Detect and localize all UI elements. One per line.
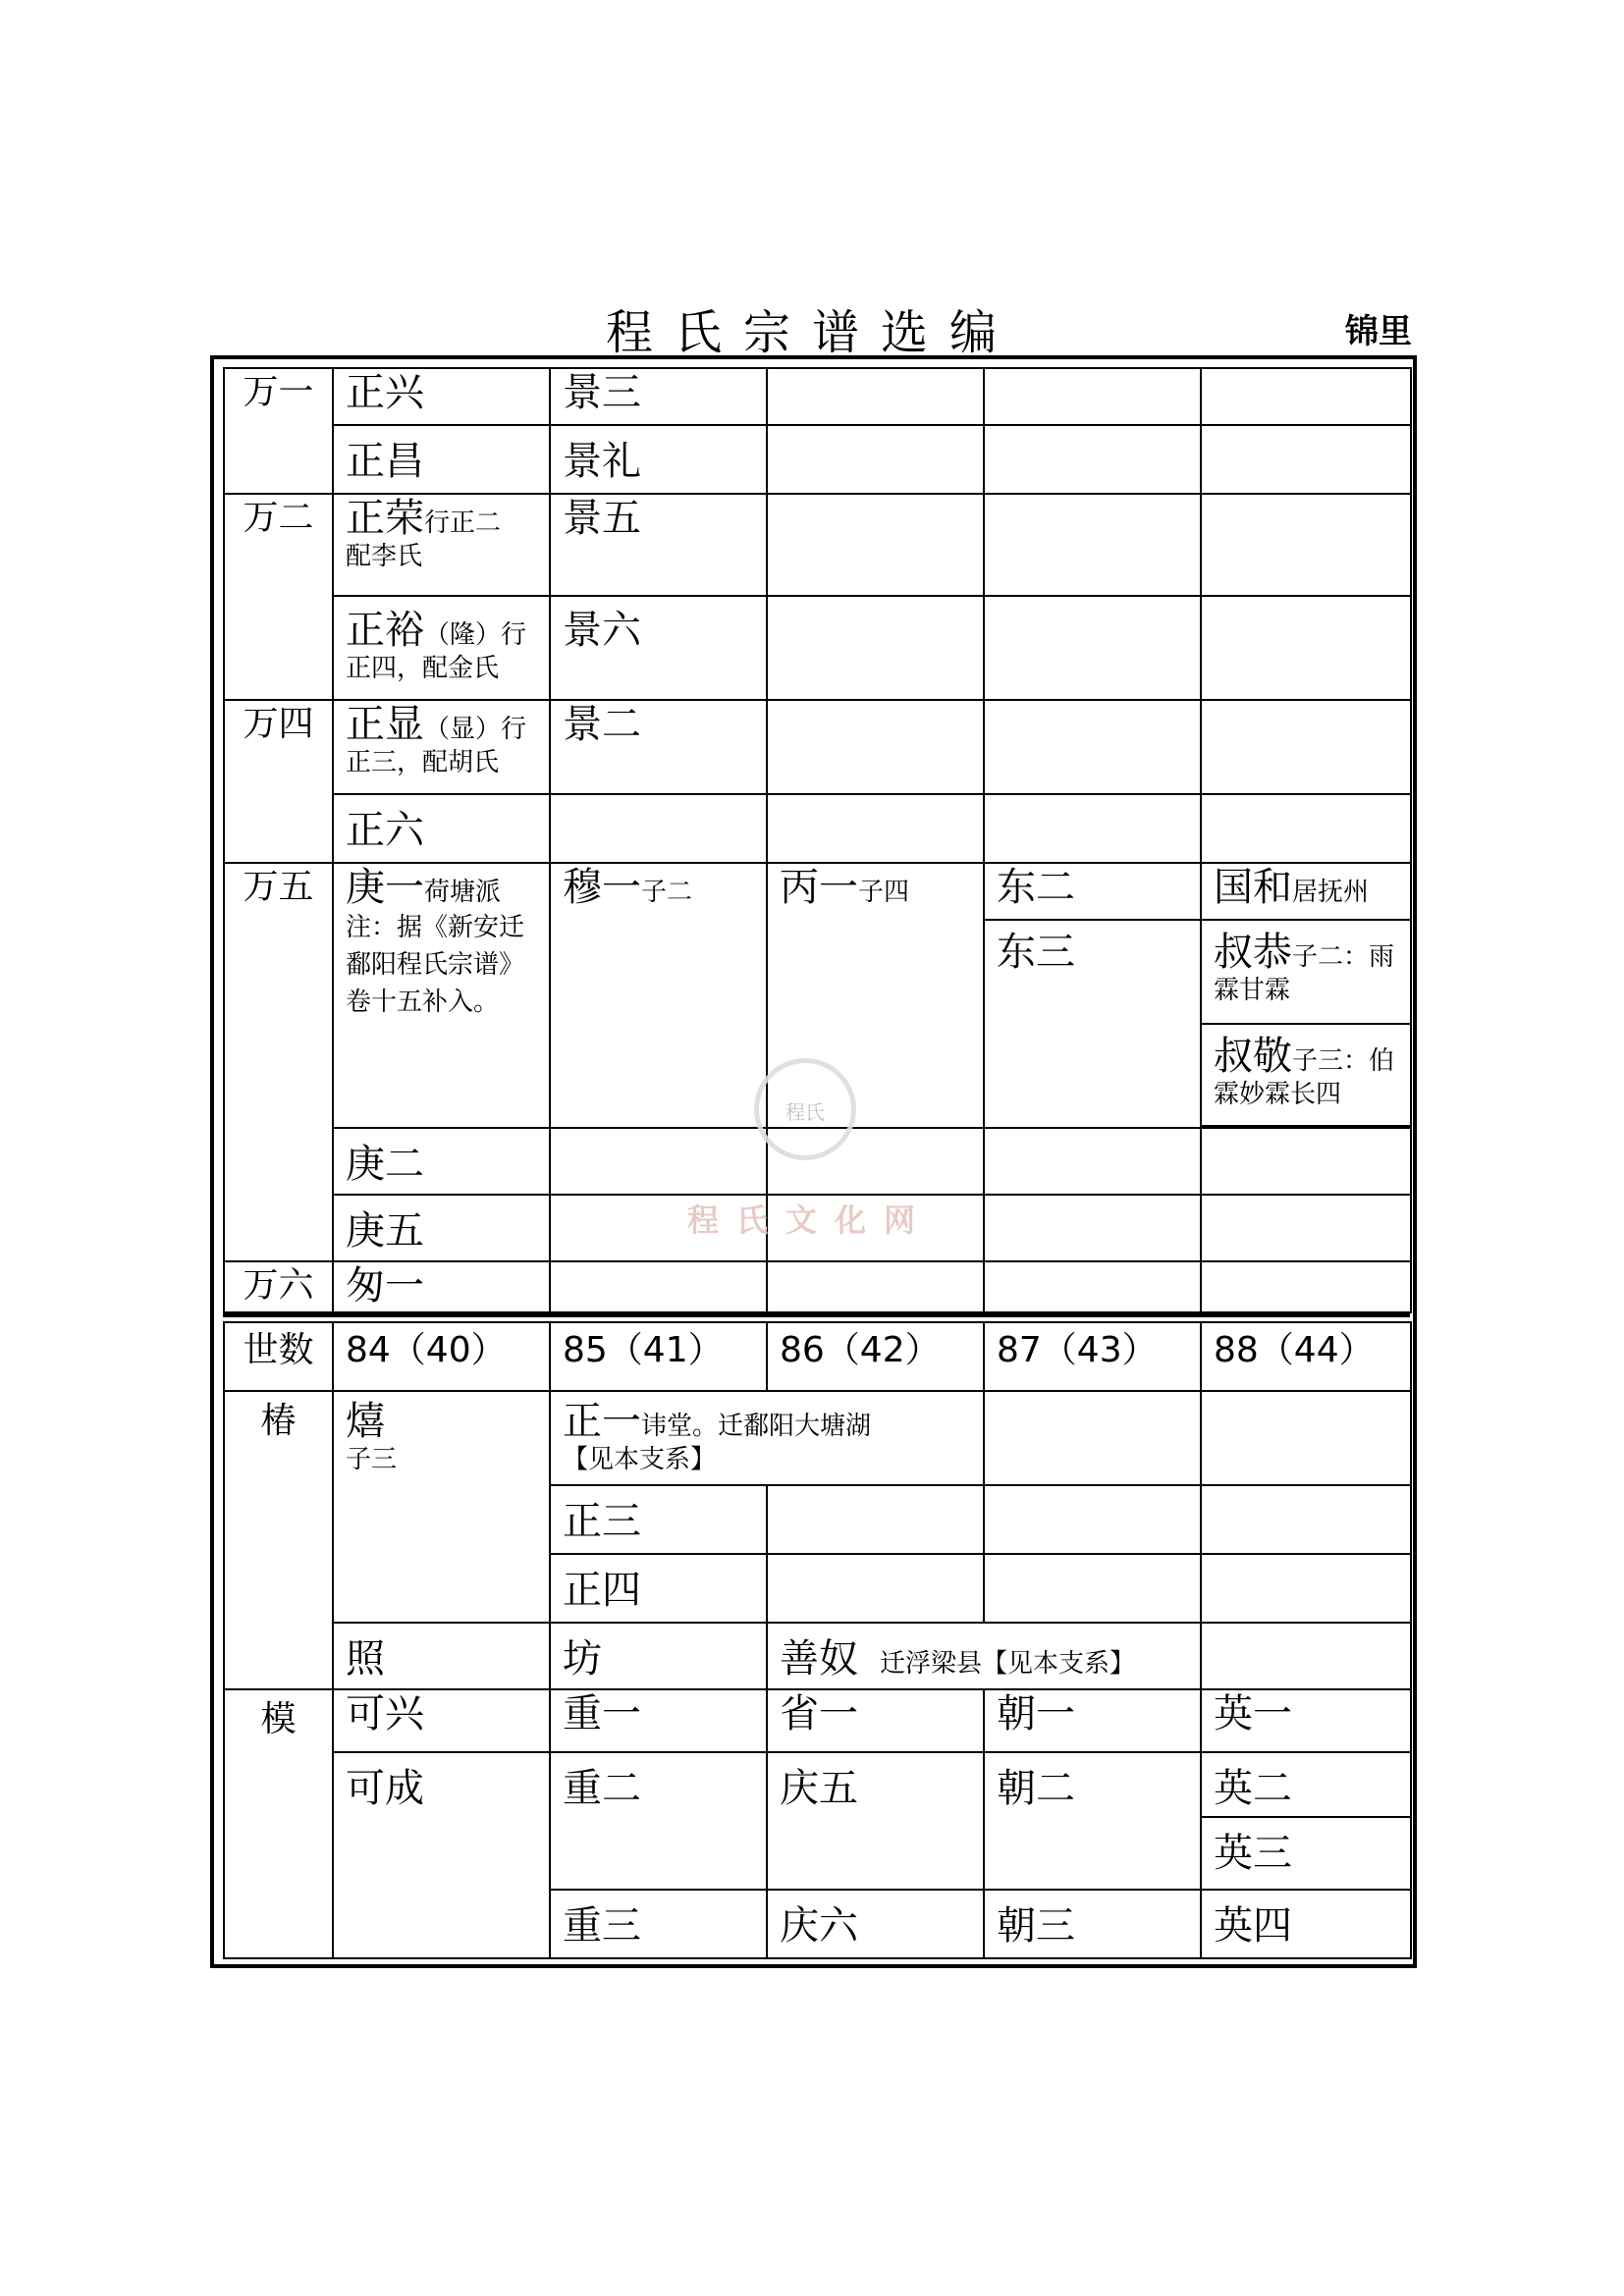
upper-table — [223, 367, 1412, 1313]
person-note: 配李氏 — [346, 542, 423, 571]
lower-table — [223, 1321, 1412, 1959]
person-name: 正三 — [563, 1499, 641, 1544]
table-cell — [550, 1623, 767, 1689]
table-row — [224, 1391, 1411, 1485]
person-note: 霖甘霖 — [1214, 976, 1291, 1005]
table-cell — [767, 1689, 984, 1752]
place-label: 锦里 — [1345, 312, 1412, 351]
table-cell — [767, 794, 984, 863]
person-name: 照 — [346, 1636, 385, 1682]
person-name: 重一 — [563, 1691, 641, 1736]
page-title: 程氏宗谱选编 — [605, 305, 1018, 360]
watermark-seal-icon — [754, 1058, 856, 1160]
table-cell — [984, 863, 1201, 920]
person-name: 英二 — [1214, 1766, 1292, 1811]
table-cell — [1201, 1689, 1411, 1752]
header-cell — [984, 1322, 1201, 1391]
table-cell — [767, 700, 984, 794]
person-name: 朝一 — [997, 1691, 1075, 1736]
table-cell — [1201, 1024, 1411, 1126]
table-row — [224, 1261, 1411, 1312]
person-note: 正四，配金氏 — [346, 654, 500, 683]
generation-number: 85（41） — [563, 1330, 724, 1370]
table-cell — [333, 794, 550, 863]
person-name: 景三 — [563, 370, 641, 415]
table-cell — [1201, 1391, 1411, 1485]
table-row — [224, 494, 1411, 596]
table-cell — [333, 1623, 550, 1689]
table-cell — [1201, 425, 1411, 494]
generation-header-row — [224, 1322, 1411, 1391]
person-note: 荷塘派 — [424, 878, 502, 907]
table-cell — [1201, 1485, 1411, 1554]
person-name: 可成 — [346, 1766, 424, 1811]
gen-label: 万四 — [243, 704, 314, 744]
table-cell — [767, 596, 984, 700]
header-cell — [333, 1322, 550, 1391]
person-name: 坊 — [563, 1636, 602, 1682]
person-name: 叔恭 — [1214, 930, 1292, 975]
table-cell — [1201, 1128, 1411, 1195]
table-cell — [984, 1485, 1201, 1554]
table-row — [224, 1689, 1411, 1752]
header-cell — [224, 1322, 333, 1391]
table-cell — [767, 1554, 984, 1623]
table-cell — [984, 425, 1201, 494]
person-name: 正昌 — [346, 439, 424, 484]
table-cell — [1201, 794, 1411, 863]
table-cell — [550, 1391, 984, 1485]
table-cell — [333, 368, 550, 425]
table-cell — [984, 920, 1201, 1128]
table-cell — [984, 368, 1201, 425]
table-cell — [1201, 700, 1411, 794]
person-name: 东三 — [997, 930, 1075, 975]
table-row — [224, 700, 1411, 794]
gen-cell-chun — [224, 1391, 333, 1689]
table-cell — [550, 1128, 767, 1195]
table-cell — [984, 1890, 1201, 1958]
person-name: 匆一 — [346, 1263, 424, 1308]
header-cell — [1201, 1322, 1411, 1391]
section-divider — [223, 1311, 1410, 1317]
table-cell — [333, 1261, 550, 1312]
person-name: 丙一 — [780, 865, 858, 910]
person-note: 注：据《新安迁鄱阳程氏宗谱》卷十五补入。 — [346, 913, 525, 1017]
header-cell — [550, 1322, 767, 1391]
watermark-text: 程氏文化网 — [687, 1201, 934, 1239]
table-cell — [1201, 1623, 1411, 1689]
table-cell — [550, 494, 767, 596]
table-cell — [984, 1391, 1201, 1485]
person-name: 庚五 — [346, 1208, 424, 1254]
person-name: 东二 — [997, 865, 1075, 910]
gen-cell-wan5 — [224, 863, 333, 1261]
person-name: 庆五 — [780, 1766, 858, 1811]
person-note: 【见本支系】 — [563, 1445, 717, 1474]
table-cell — [1201, 1890, 1411, 1958]
table-cell — [1201, 1554, 1411, 1623]
person-name: 景礼 — [563, 439, 641, 484]
table-cell — [984, 1752, 1201, 1890]
gen-cell-wan2 — [224, 494, 333, 700]
person-name: 正一 — [563, 1399, 641, 1444]
gen-cell-wan1 — [224, 368, 333, 494]
generation-header-label: 世数 — [243, 1330, 314, 1370]
table-cell — [767, 1890, 984, 1958]
table-cell — [550, 1752, 767, 1890]
table-cell — [333, 1391, 550, 1623]
person-name: 正六 — [346, 808, 424, 853]
person-name: 朝二 — [997, 1766, 1075, 1811]
person-name: 英一 — [1214, 1691, 1292, 1736]
person-name: 国和 — [1214, 865, 1292, 910]
table-cell — [550, 596, 767, 700]
table-cell — [984, 1195, 1201, 1261]
generation-number: 86（42） — [780, 1330, 941, 1370]
table-cell — [550, 863, 767, 1128]
gen-label: 万一 — [243, 372, 314, 412]
table-cell — [550, 425, 767, 494]
person-name: 正四 — [563, 1568, 641, 1613]
person-note: （显）行 — [424, 715, 527, 744]
table-cell — [984, 700, 1201, 794]
person-name: 庆六 — [780, 1903, 858, 1949]
table-cell — [984, 1554, 1201, 1623]
person-name: 正兴 — [346, 370, 424, 415]
person-name: 庚一 — [346, 865, 424, 910]
person-note: 迁浮梁县【见本支系】 — [880, 1649, 1136, 1679]
person-name: 正荣 — [346, 496, 424, 541]
person-name: 正显 — [346, 702, 424, 747]
person-note: 子三 — [346, 1445, 398, 1474]
table-row — [224, 368, 1411, 425]
table-cell — [767, 1752, 984, 1890]
table-cell — [1201, 1752, 1411, 1817]
person-note: 正三，配胡氏 — [346, 748, 500, 777]
person-name: 景六 — [563, 608, 641, 653]
person-note: 居抚州 — [1292, 878, 1370, 907]
gen-cell-wan6 — [224, 1261, 333, 1312]
person-name: 可兴 — [346, 1691, 424, 1736]
table-cell — [984, 494, 1201, 596]
table-cell — [1201, 368, 1411, 425]
generation-number: 84（40） — [346, 1330, 507, 1370]
table-cell — [333, 1752, 550, 1958]
table-cell — [333, 1128, 550, 1195]
table-cell — [550, 794, 767, 863]
person-name: 正裕 — [346, 608, 424, 653]
table-cell — [767, 368, 984, 425]
table-cell — [767, 425, 984, 494]
person-name: 景五 — [563, 496, 641, 541]
person-note: （隆）行 — [424, 620, 527, 650]
table-cell — [333, 863, 550, 1128]
person-note: 子二：雨 — [1292, 942, 1395, 972]
table-cell — [550, 368, 767, 425]
table-cell — [984, 596, 1201, 700]
table-cell — [1201, 863, 1411, 920]
table-cell — [550, 1689, 767, 1752]
table-cell — [1201, 1261, 1411, 1312]
table-cell — [333, 700, 550, 794]
table-cell — [767, 1485, 984, 1554]
table-cell — [767, 494, 984, 596]
table-cell — [550, 1261, 767, 1312]
gen-cell-mo — [224, 1689, 333, 1958]
person-name: 省一 — [780, 1691, 858, 1736]
table-cell — [1201, 494, 1411, 596]
person-name: 重三 — [563, 1903, 641, 1949]
gen-label: 椿 — [260, 1401, 297, 1441]
person-name: 景二 — [563, 702, 641, 747]
generation-number: 88（44） — [1214, 1330, 1375, 1370]
table-cell — [550, 1554, 767, 1623]
table-cell — [1201, 596, 1411, 700]
gen-label: 模 — [260, 1699, 297, 1739]
person-note: 子三：伯 — [1292, 1046, 1395, 1076]
table-cell — [1201, 1195, 1411, 1261]
person-note: 行正二 — [424, 508, 502, 538]
table-cell — [984, 1128, 1201, 1195]
header-cell — [767, 1322, 984, 1391]
table-cell — [550, 700, 767, 794]
table-cell — [333, 1689, 550, 1752]
table-cell — [767, 1261, 984, 1312]
table-cell — [1201, 920, 1411, 1024]
table-row — [224, 596, 1411, 700]
person-note: 子二 — [641, 878, 693, 907]
genealogy-table — [223, 367, 1410, 1953]
gen-label: 万二 — [243, 498, 314, 538]
person-name: 穆一 — [563, 865, 641, 910]
table-cell — [550, 1890, 767, 1958]
table-cell — [333, 1195, 550, 1261]
person-name: 熺 — [346, 1399, 385, 1444]
person-name: 英四 — [1214, 1903, 1292, 1949]
table-row — [224, 425, 1411, 494]
generation-number: 87（43） — [997, 1330, 1158, 1370]
table-row — [224, 1623, 1411, 1689]
person-name: 重二 — [563, 1766, 641, 1811]
gen-label: 万五 — [243, 867, 314, 907]
person-name: 善奴 — [780, 1636, 858, 1682]
table-cell — [984, 794, 1201, 863]
person-name: 叔敬 — [1214, 1034, 1292, 1079]
table-row — [224, 863, 1411, 920]
table-row — [224, 1752, 1411, 1817]
gen-cell-wan4 — [224, 700, 333, 863]
table-cell — [767, 1623, 1201, 1689]
person-note: 子四 — [858, 878, 910, 907]
table-cell — [984, 1689, 1201, 1752]
table-row — [224, 794, 1411, 863]
gen-label: 万六 — [243, 1265, 314, 1306]
table-cell — [550, 1485, 767, 1554]
table-cell — [1201, 1817, 1411, 1890]
watermark-seal-text: 程氏 — [785, 1100, 825, 1124]
person-name: 庚二 — [346, 1142, 424, 1187]
table-cell — [333, 596, 550, 700]
table-cell — [333, 494, 550, 596]
person-note: 霖妙霖长四 — [1214, 1080, 1342, 1109]
table-cell — [984, 1261, 1201, 1312]
person-note: 讳堂。迁鄱阳大塘湖 — [641, 1412, 872, 1441]
table-cell — [333, 425, 550, 494]
person-name: 朝三 — [997, 1903, 1075, 1949]
person-name: 英三 — [1214, 1831, 1292, 1876]
